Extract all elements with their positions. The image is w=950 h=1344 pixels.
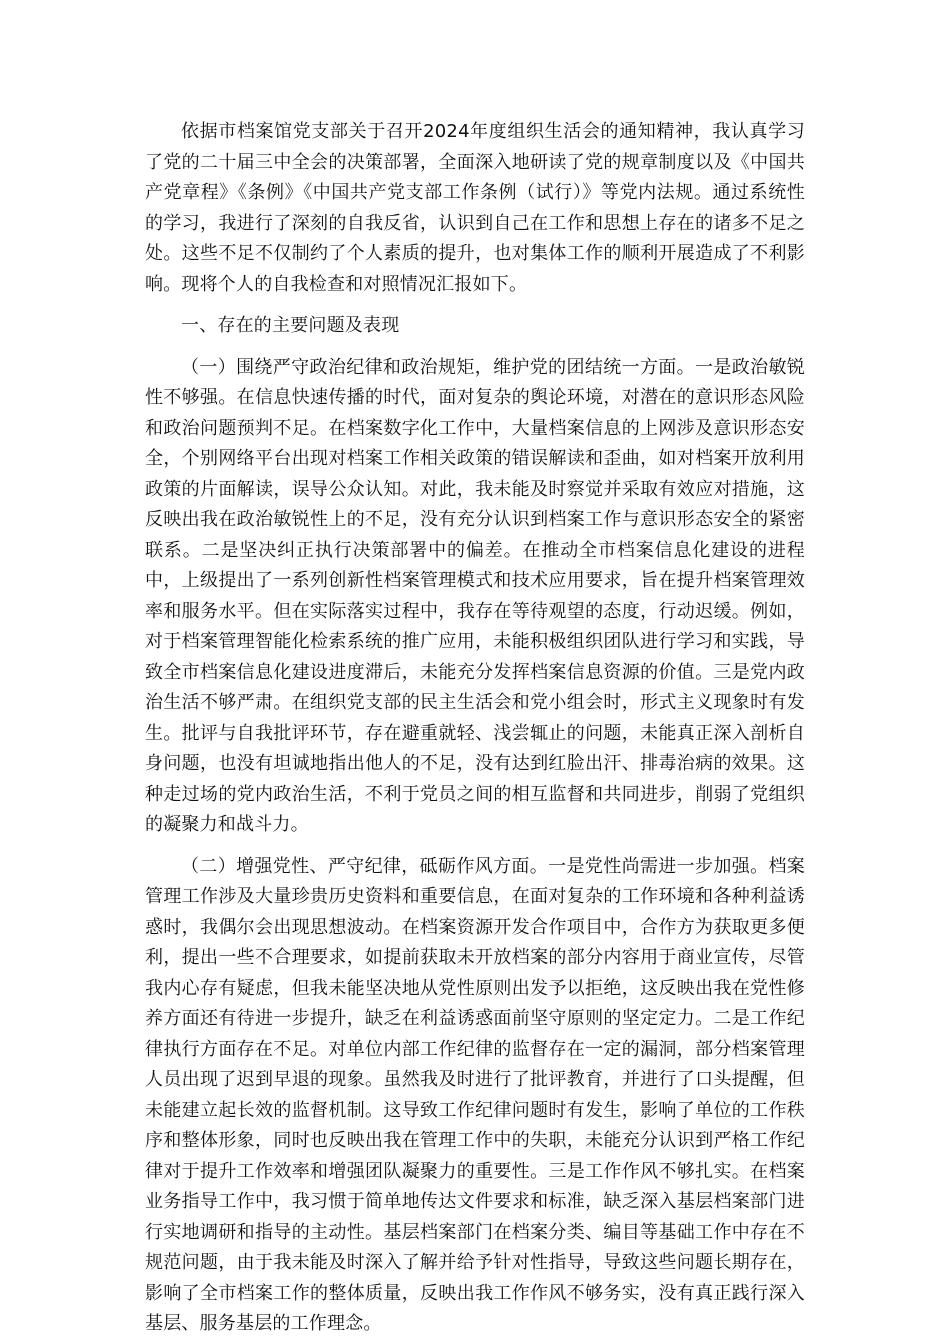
document-body bbox=[145, 117, 805, 1340]
intro-paragraph: 依据市档案馆党支部关于召开2024年度组织生活会的通知精神，我认真学习了党的二十届三中全会的决策部署，全面深入地研读了党的规章制度以及《中国共产党章程》《条例》《中国共产党支部工作条例（试行）》等党内法规。通过系统性的学习，我进行了深刻的自我反省，认识到自己在工作和思想上存在的诸多不足之处。这些不足不仅制约了个人素质的提升，也对集体工作的顺利开展造成了不利影响。现将个人的自我检查和对照情况汇报如下。 bbox=[145, 121, 805, 295]
section-1-paragraph: （一）围绕严守政治纪律和政治规矩，维护党的团结统一方面。一是政治敏锐性不够强。在信息快速传播的时代，面对复杂的舆论环境，对潜在的意识形态风险和政治问题预判不足。在档案数字化工作中，大量档案信息的上网涉及意识形态安全，个别网络平台出现对档案工作相关政策的错误解读和歪曲，如对档案开放利用政策的片面解读，误导公众认知。对此，我未能及时察觉并采取有效应对措施，这反映出我在政治敏锐性上的不足，没有充分认识到档案工作与意识形态安全的紧密联系。二是坚决纠正执行决策部署中的偏差。在推动全市档案信息化建设的进程中，上级提出了一系列创新性档案管理模式和技术应用要求，旨在提升档案管理效率和服务水平。但在实际落实过程中，我存在等待观望的态度，行动迟缓。例如，对于档案管理智能化检索系统的推广应用，未能积极组织团队进行学习和实践，导致全市档案信息化建设进度滞后，未能充分发挥档案信息资源的价值。三是党内政治生活不够严肃。在组织党支部的民主生活会和党小组会时，形式主义现象时有发生。批评与自我批评环节，存在避重就轻、浅尝辄止的问题，未能真正深入剖析自身问题，也没有坦诚地指出他人的不足，没有达到红脸出汗、排毒治病的效果。这种走过场的党内政治生活，不利于党员之间的相互监督和共同进步，削弱了党组织的凝聚力和战斗力。 bbox=[145, 356, 805, 835]
section-2-paragraph: （二）增强党性、严守纪律，砥砺作风方面。一是党性尚需进一步加强。档案管理工作涉及大量珍贵历史资料和重要信息，在面对复杂的工作环境和各种利益诱惑时，我偶尔会出现思想波动。在档案资源开发合作项目中，合作方为获取更多便利，提出一些不合理要求，如提前获取未开放档案的部分内容用于商业宣传，尽管我内心存有疑虑，但我未能坚决地从党性原则出发予以拒绝，这反映出我在党性修养方面还有待进一步提升，缺乏在利益诱惑面前坚守原则的坚定定力。二是工作纪律执行方面存在不足。对单位内部工作纪律的监督存在一定的漏洞，部分档案管理人员出现了迟到早退的现象。虽然我及时进行了批评教育，并进行了口头提醒，但未能建立起长效的监督机制。这导致工作纪律问题时有发生，影响了单位的工作秩序和整体形象，同时也反映出我在管理工作中的失职，未能充分认识到严格工作纪律对于提升工作效率和增强团队凝聚力的重要性。三是工作作风不够扎实。在档案业务指导工作中，我习惯于简单地传达文件要求和标准，缺乏深入基层档案部门进行实地调研和指导的主动性。基层档案部门在档案分类、编目等基础工作中存在不规范问题，由于我未能及时深入了解并给予针对性指导，导致这些问题长期存在，影响了全市档案工作的整体质量，反映出我工作作风不够务实，没有真正践行深入基层、服务基层的工作理念。 bbox=[145, 855, 805, 1334]
section-heading: 一、存在的主要问题及表现 bbox=[181, 315, 400, 336]
